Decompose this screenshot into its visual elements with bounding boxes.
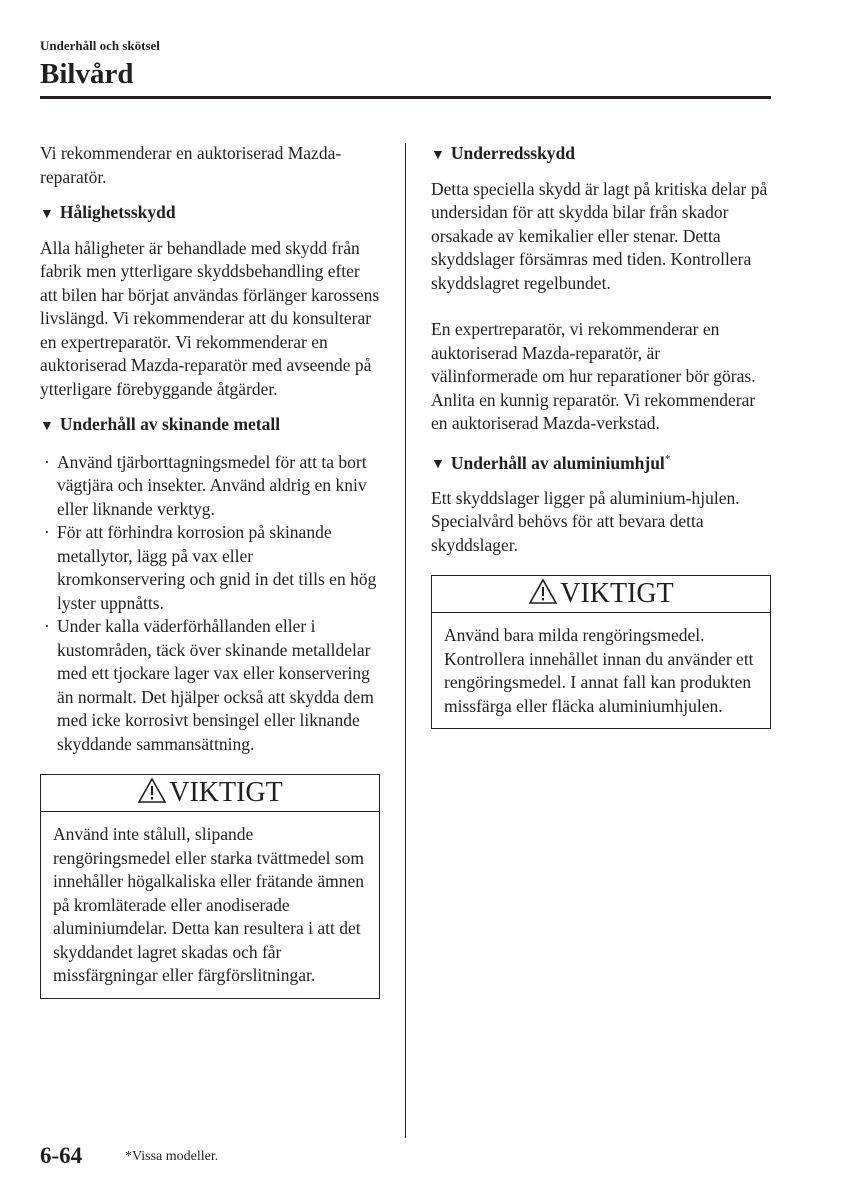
warning-title: VIKTIGT [169,777,283,808]
cavity-text: Alla håligheter är behandlade med skydd från fabrik men ytterligare skyddsbehandling efter att bilen har börjat användas förlänger karossens livslängd. Vi rekommenderar att du konsulterar en expertreparatör. Vi rekommenderar en auktoriserad Mazda-reparatör med avseende på ytterligare förebyggande åtgärder. [40,237,380,399]
warning-text: Använd bara milda rengöringsmedel. Kontrollera innehållet innan du använder ett rengöringsmedel. I annat fall kan produkten missfärga eller fläcka aluminiumhjulen. [444,625,754,716]
list-item: · För att förhindra korrosion på skinande metallytor, lägg på vax eller kromkonservering och gnid in det tills en hög lyster uppnåtts. [44,522,377,613]
wheels-text: Ett skyddslager ligger på aluminium-hjulen. Specialvård behövs för att bevara detta skyddslager. [431,487,740,555]
metal-bullet-list [40,451,380,757]
right-column [431,142,771,729]
warning-triangle-icon [137,777,167,804]
warning-header [432,576,770,613]
bullet-dot-icon: · [44,451,50,472]
warning-box-wheels [431,575,771,729]
section-label: Underhåll och skötsel [40,38,160,53]
triangle-down-icon: ▼ [431,148,445,163]
model-marker: * [664,452,671,465]
page-title: Bilvård [40,58,134,90]
metal-heading: ▼ Underhåll av skinande metall [40,413,380,439]
repair-text: En expertreparatör, vi rekommenderar en auktoriserad Mazda-reparatör, är välinformerade om hur reparationer bör göras. Anlita en kunnig reparatör. Vi rekommenderar en auktoriserad Mazda-verkstad. [431,319,756,433]
list-item: · Under kalla väderförhållanden eller i kustområden, täck över skinande metalldelar med ett tjockare lager vax eller konservering än normalt. Det hjälper också att skydda dem med icke korrosivt bensingel eller liknande skyddande sammansättning. [44,616,374,754]
title-rule [40,96,771,99]
left-column [40,142,380,999]
page-number: 6-64 [40,1143,83,1168]
wheels-heading: ▼ Underhåll av aluminiumhjul* [431,448,771,477]
warning-text: Använd inte stålull, slipande rengöringsmedel eller starka tvättmedel som innehåller högalkaliska eller frätande ämnen på kromläterade eller anodiserade aluminiumdelar. Detta kan resultera i att det skyddandet lagret skadas och får missfärgningar eller färgförslitningar. [53,824,365,985]
bullet-dot-icon: · [44,616,50,636]
warning-header [41,775,379,812]
warning-box-chrome [40,774,380,999]
cavity-heading: ▼ Hålighetsskydd [40,201,380,227]
underbody-heading: ▼ Underredsskydd [431,142,771,168]
underbody-text: Detta speciella skydd är lagt på kritiska delar på undersidan för att skydda bilar från skador orsakade av kemikalier eller stenar. Detta skyddslager försämras med tiden. Kontrollera skyddslagret regelbundet. [431,178,768,293]
footnote: *Vissa modeller. [125,1149,219,1164]
warning-triangle-icon [528,578,558,605]
triangle-down-icon: ▼ [431,457,445,473]
column-divider [405,143,406,1138]
intro-text: Vi rekommenderar en auktoriserad Mazda-reparatör. [40,143,342,187]
triangle-down-icon: ▼ [40,419,54,434]
warning-title: VIKTIGT [560,578,674,610]
bullet-dot-icon: · [44,522,50,542]
list-item: · Använd tjärborttagningsmedel för att ta bort vägtjära och insekter. Använd aldrig en kniv eller liknande verktyg. [44,451,367,519]
triangle-down-icon: ▼ [40,207,54,222]
